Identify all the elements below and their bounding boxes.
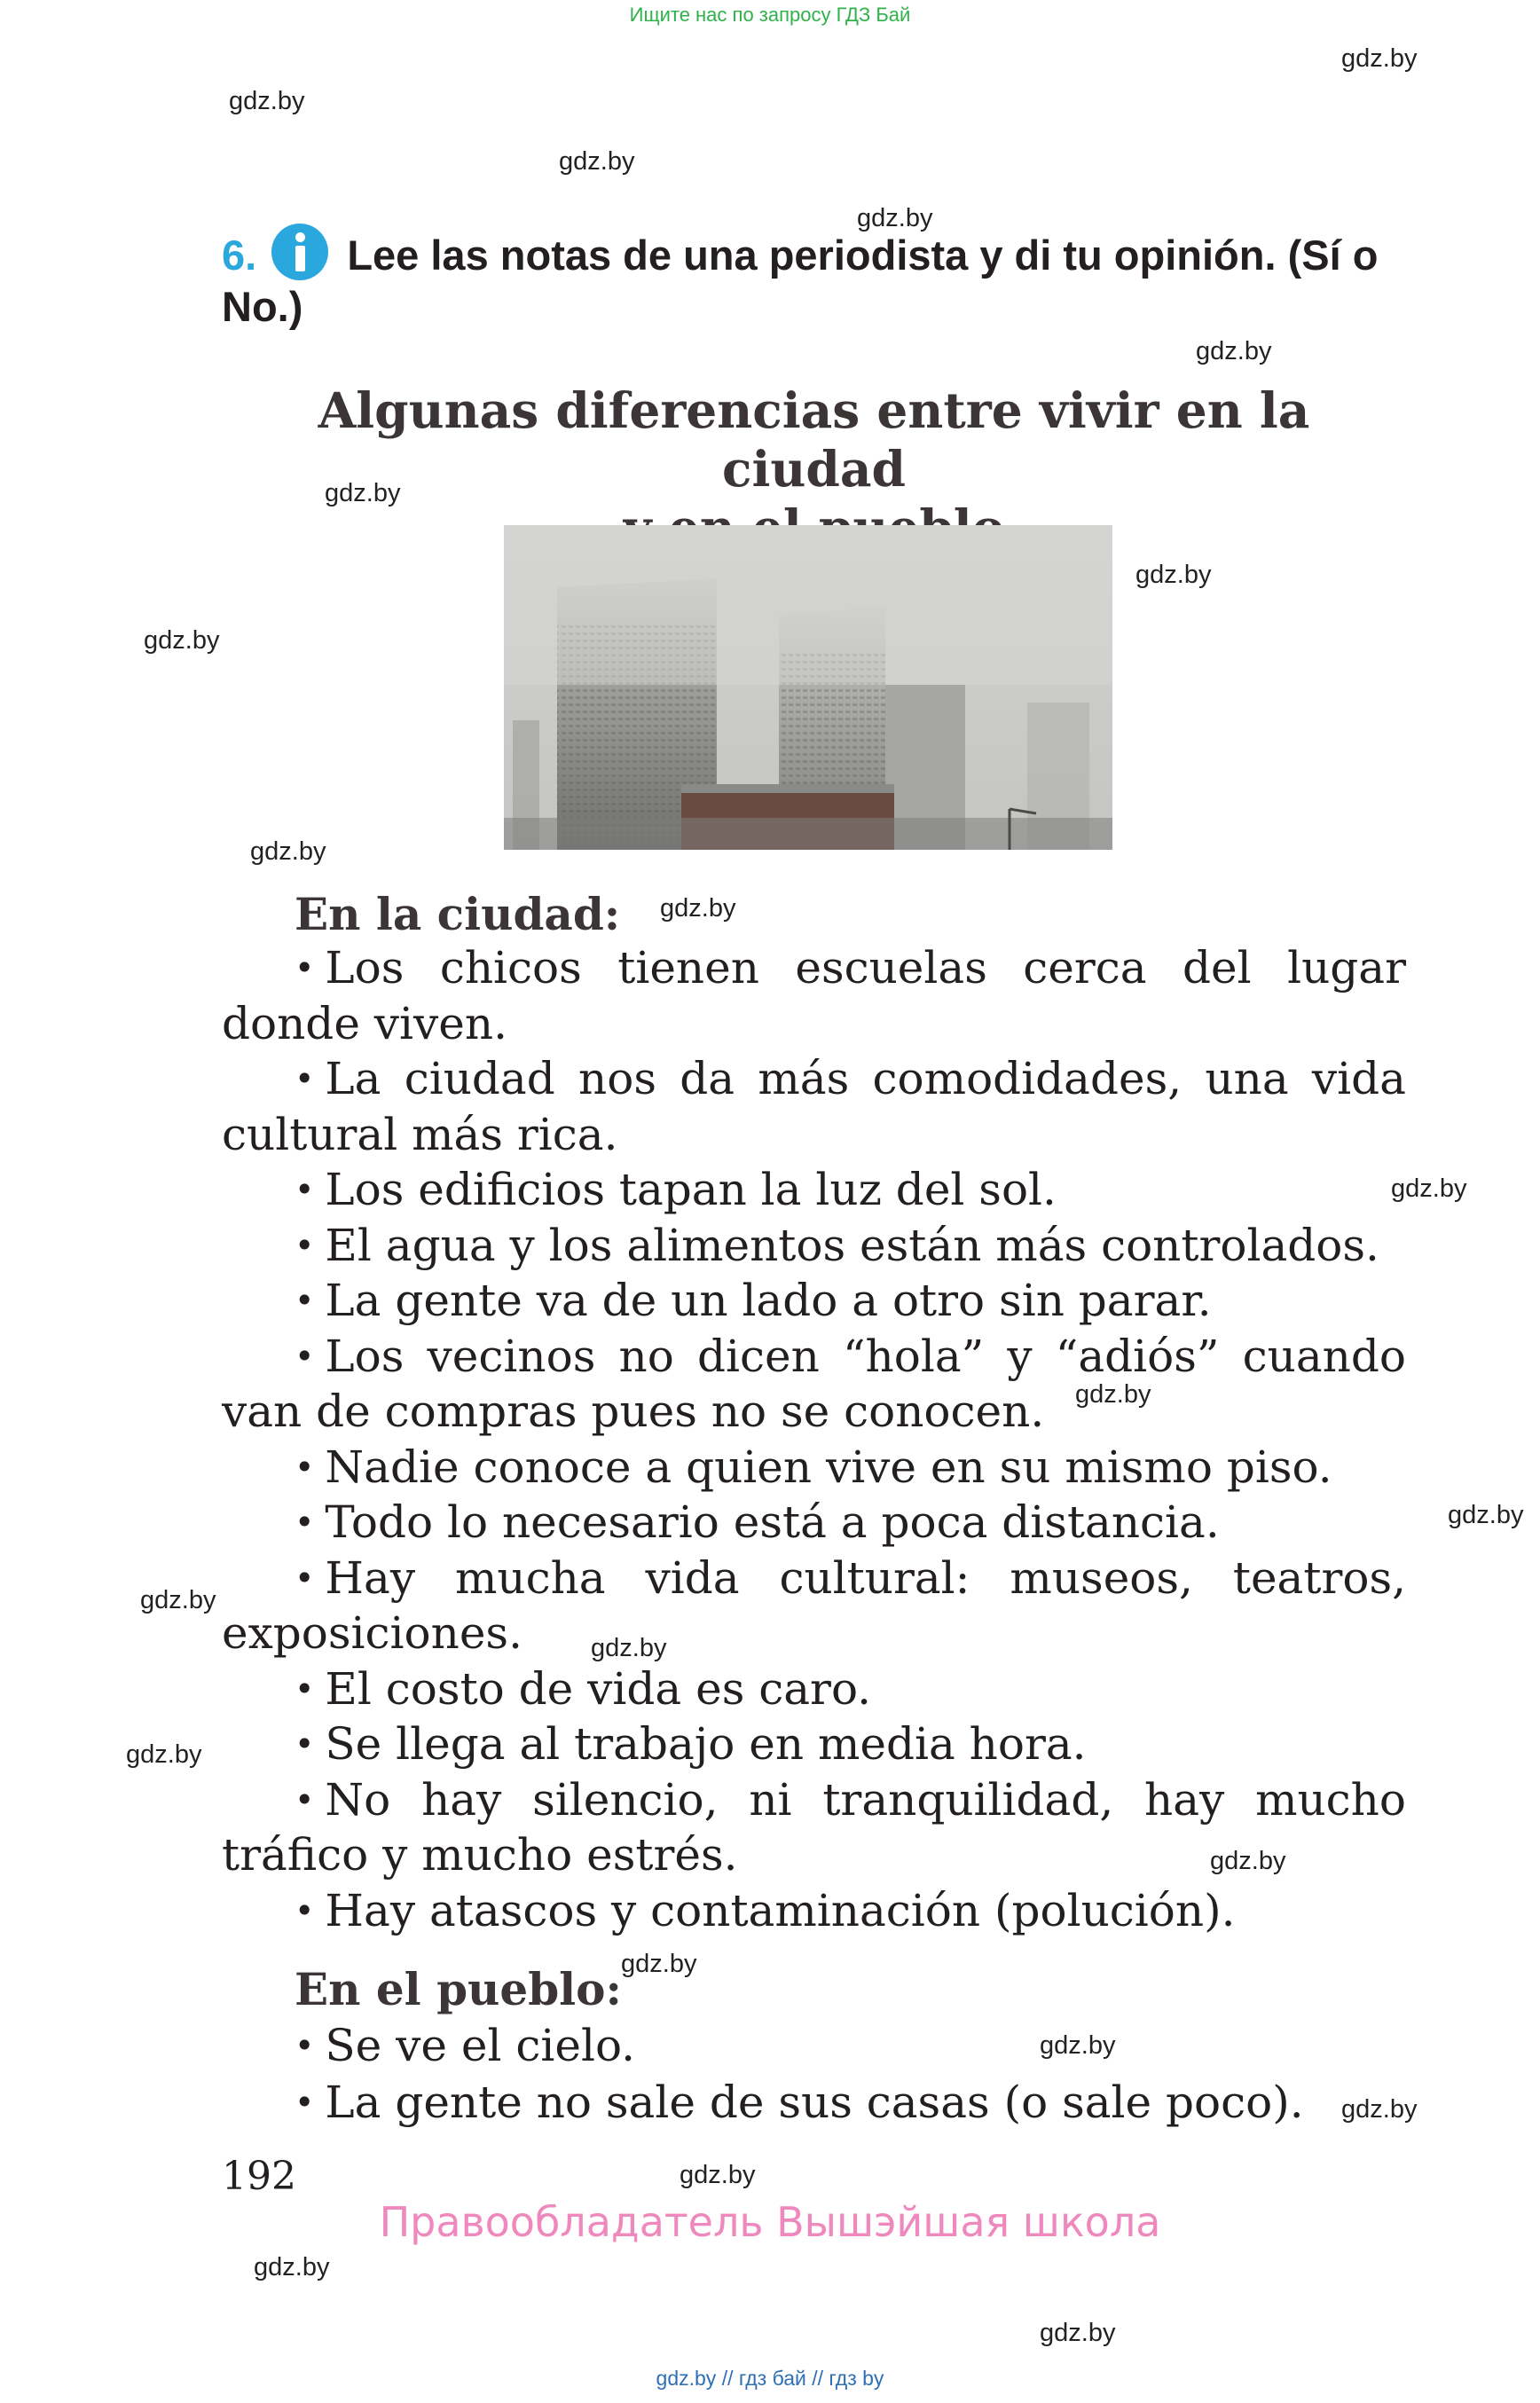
watermark: gdz.by: [144, 626, 220, 655]
rights-holder: Правообладатель Вышэйшая школа: [379, 2198, 1161, 2246]
watermark: gdz.by: [621, 1950, 697, 1978]
watermark: gdz.by: [229, 87, 305, 115]
watermark: gdz.by: [1040, 2319, 1116, 2347]
fog-layer: [504, 525, 1112, 685]
list-item: • Los chicos tienen escuelas cerca del lugar donde viven.: [222, 942, 1406, 1049]
list-item: • El agua y los alimentos están más controlados.: [295, 1219, 1379, 1271]
top-banner[interactable]: Ищите нас по запросу ГДЗ Бай: [629, 4, 911, 26]
watermark: gdz.by: [1040, 2031, 1116, 2060]
page-number: 192: [222, 2154, 296, 2199]
watermark: gdz.by: [250, 837, 326, 866]
watermark: gdz.by: [559, 147, 635, 176]
street: [504, 818, 1112, 850]
task-number: 6.: [222, 232, 257, 279]
watermark: gdz.by: [1341, 2095, 1418, 2124]
watermark: gdz.by: [325, 479, 401, 507]
watermark: gdz.by: [1135, 561, 1212, 589]
list-item: • Se llega al trabajo en media hora.: [295, 1718, 1087, 1770]
foggy-city-photo: [504, 525, 1112, 850]
list-item: • Todo lo necesario está a poca distancia.: [295, 1496, 1220, 1548]
list-item: • No hay silencio, ni tranquilidad, hay mucho tráfico y mucho estrés.: [222, 1773, 1406, 1881]
watermark: gdz.by: [660, 894, 736, 923]
list-item: • Nadie conoce a quien vive en su mismo piso.: [295, 1441, 1332, 1493]
watermark: gdz.by: [1448, 1501, 1524, 1529]
info-icon: [271, 224, 328, 280]
list-item: • Se ve el cielo.: [295, 2020, 636, 2071]
watermark: gdz.by: [1075, 1380, 1151, 1409]
watermark: gdz.by: [1391, 1174, 1467, 1203]
list-item: • La ciudad nos da más comodidades, una vida cultural más rica.: [222, 1053, 1406, 1160]
watermark: gdz.by: [591, 1634, 667, 1662]
task-instruction: [222, 224, 1415, 333]
watermark: gdz.by: [1196, 337, 1272, 365]
watermark: gdz.by: [1341, 44, 1418, 73]
watermark: gdz.by: [254, 2253, 330, 2281]
list-item: • El costo de vida es caro.: [295, 1662, 872, 1715]
list-item: • Los vecinos no dicen “hola” y “adiós” cuando van de compras pues no se conocen.: [222, 1330, 1406, 1437]
task-text: Lee las notas de una periodista y di tu opinión. (Sí o No.): [222, 232, 1379, 330]
section-title-village: En el pueblo:: [295, 1963, 622, 2015]
title-line-1: Algunas diferencias entre vivir en la ciudad: [318, 381, 1310, 498]
watermark: gdz.by: [1210, 1847, 1286, 1875]
footer-links[interactable]: gdz.by // гдз бай // гдз by: [656, 2367, 884, 2390]
list-item: • La gente no sale de sus casas (o sale poco).: [295, 2077, 1304, 2128]
watermark: gdz.by: [680, 2161, 756, 2189]
list-item: • Hay atascos y contaminación (polución).: [295, 1884, 1236, 1936]
village-list: [222, 2017, 1406, 2131]
watermark: gdz.by: [857, 204, 933, 232]
watermark: gdz.by: [126, 1740, 202, 1769]
list-item: • Los edificios tapan la luz del sol.: [295, 1164, 1057, 1215]
city-list: [222, 940, 1406, 1938]
watermark: gdz.by: [140, 1586, 216, 1614]
low-building-roof: [681, 784, 894, 793]
list-item: • Hay mucha vida cultural: museos, teatros, exposiciones.: [222, 1551, 1406, 1659]
list-item: • La gente va de un lado a otro sin parar.: [295, 1275, 1212, 1326]
section-title-city: En la ciudad:: [295, 888, 621, 940]
